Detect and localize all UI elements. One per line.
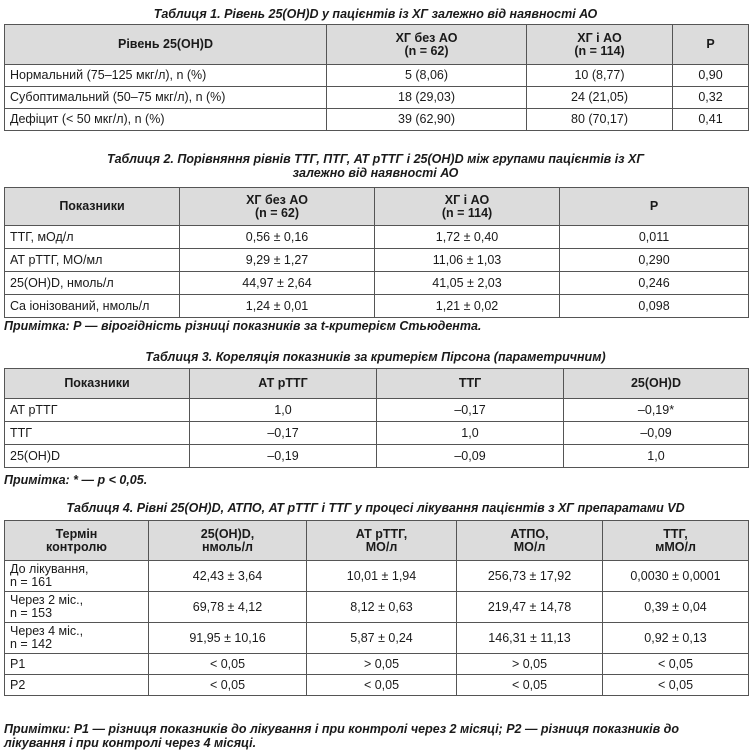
table1-header-cell: ХГ і АО (n = 114) — [527, 25, 673, 65]
table-cell: 0,56 ± 0,16 — [180, 226, 375, 249]
table-cell: 41,05 ± 2,03 — [375, 272, 560, 295]
table-cell: 44,97 ± 2,64 — [180, 272, 375, 295]
table-row — [5, 249, 749, 272]
table-row — [5, 675, 749, 696]
table2-header-cell: P — [560, 188, 749, 226]
table2-caption: Таблиця 2. Порівняння рівнів ТТГ, ПТГ, АТ рТТГ і 25(OH)D між групами пацієнтів із ХГ залежно від наявності АО — [106, 152, 645, 180]
table-cell: P2 — [5, 675, 149, 696]
table-cell: –0,19* — [564, 399, 749, 422]
table2-header-cell: ХГ без АО (n = 62) — [180, 188, 375, 226]
table-cell: 0,098 — [560, 295, 749, 318]
table-row — [5, 561, 749, 592]
table-cell: > 0,05 — [457, 654, 603, 675]
table2-header-cell: Показники — [5, 188, 180, 226]
table4-header-cell: ТТГ, мМО/л — [603, 521, 749, 561]
table-cell: 1,72 ± 0,40 — [375, 226, 560, 249]
table3-caption: Таблиця 3. Кореляція показників за критерієм Пірсона (параметричним) — [145, 350, 606, 364]
table-cell: 24 (21,05) — [527, 87, 673, 109]
table-row — [5, 399, 749, 422]
table4-header-cell: АТПО, МО/л — [457, 521, 603, 561]
table-cell: 1,0 — [377, 422, 564, 445]
table-cell: До лікування, n = 161 — [5, 561, 149, 592]
table-cell: < 0,05 — [603, 654, 749, 675]
table-cell: 0,32 — [673, 87, 749, 109]
table-cell: Через 4 міс., n = 142 — [5, 623, 149, 654]
table-cell: 0,90 — [673, 65, 749, 87]
table3 — [4, 368, 749, 468]
table-cell: P1 — [5, 654, 149, 675]
table-cell: –0,09 — [564, 422, 749, 445]
table-cell: 5 (8,06) — [327, 65, 527, 87]
table-cell: 18 (29,03) — [327, 87, 527, 109]
table-row — [5, 422, 749, 445]
table-cell: 69,78 ± 4,12 — [149, 592, 307, 623]
table4-caption: Таблиця 4. Рівні 25(OH)D, АТПО, АТ рТТГ і ТТГ у процесі лікування пацієнтів з ХГ препаратами VD — [66, 501, 685, 515]
table1-header-cell: ХГ без АО (n = 62) — [327, 25, 527, 65]
table-cell: 25(OH)D, нмоль/л — [5, 272, 180, 295]
table-cell: 219,47 ± 14,78 — [457, 592, 603, 623]
table3-header-cell: Показники — [5, 369, 190, 399]
table-cell: 91,95 ± 10,16 — [149, 623, 307, 654]
table-cell: 25(OH)D — [5, 445, 190, 468]
table-cell: 10 (8,77) — [527, 65, 673, 87]
table-cell: 1,0 — [190, 399, 377, 422]
table-cell: Дефіцит (< 50 мкг/л), n (%) — [5, 109, 327, 131]
table-cell: < 0,05 — [149, 654, 307, 675]
table-cell: 256,73 ± 17,92 — [457, 561, 603, 592]
table3-header-cell: АТ рТТГ — [190, 369, 377, 399]
table-cell: 39 (62,90) — [327, 109, 527, 131]
table-cell: > 0,05 — [307, 654, 457, 675]
table2-header-row — [5, 188, 749, 226]
table-cell: 10,01 ± 1,94 — [307, 561, 457, 592]
table-cell: 146,31 ± 11,13 — [457, 623, 603, 654]
table-cell: –0,17 — [377, 399, 564, 422]
table-cell: 1,21 ± 0,02 — [375, 295, 560, 318]
table-cell: 0,92 ± 0,13 — [603, 623, 749, 654]
table1-header-cell: P — [673, 25, 749, 65]
table2-note: Примітка: Р — вірогідність різниці показників за t-критерієм Стьюдента. — [4, 319, 482, 333]
table3-header-row — [5, 369, 749, 399]
table1-header-row — [5, 25, 749, 65]
table-cell: < 0,05 — [603, 675, 749, 696]
table4 — [4, 520, 749, 696]
table-row — [5, 109, 749, 131]
table-cell: < 0,05 — [457, 675, 603, 696]
table1-caption: Таблиця 1. Рівень 25(OH)D у пацієнтів із ХГ залежно від наявності АО — [153, 7, 598, 21]
table2-header-cell: ХГ і АО (n = 114) — [375, 188, 560, 226]
table-row — [5, 623, 749, 654]
table1 — [4, 24, 749, 131]
table2 — [4, 187, 749, 318]
table-cell: Через 2 міс., n = 153 — [5, 592, 149, 623]
table-cell: < 0,05 — [307, 675, 457, 696]
table-cell: 0,011 — [560, 226, 749, 249]
table-cell: 42,43 ± 3,64 — [149, 561, 307, 592]
table-cell: 0,0030 ± 0,0001 — [603, 561, 749, 592]
table3-header-cell: ТТГ — [377, 369, 564, 399]
table-cell: ТТГ — [5, 422, 190, 445]
table-cell: Ca іонізований, нмоль/л — [5, 295, 180, 318]
table4-header-cell: 25(OH)D, нмоль/л — [149, 521, 307, 561]
table-cell: 5,87 ± 0,24 — [307, 623, 457, 654]
table-cell: 0,290 — [560, 249, 749, 272]
table-cell: 0,39 ± 0,04 — [603, 592, 749, 623]
table4-header-row — [5, 521, 749, 561]
table4-header-cell: Термін контролю — [5, 521, 149, 561]
table-cell: 9,29 ± 1,27 — [180, 249, 375, 272]
table-row — [5, 592, 749, 623]
table4-note: Примітки: P1 — різниця показників до лікування і при контролі через 2 місяці; P2 — різниця показників до лікування і при контролі через 4 місяці. — [4, 722, 679, 750]
table-row — [5, 87, 749, 109]
table-cell: –0,17 — [190, 422, 377, 445]
table-cell: 1,24 ± 0,01 — [180, 295, 375, 318]
table-cell: 80 (70,17) — [527, 109, 673, 131]
table-cell: 0,41 — [673, 109, 749, 131]
table-row — [5, 295, 749, 318]
table-cell: АТ рТТГ, МО/мл — [5, 249, 180, 272]
table-row — [5, 272, 749, 295]
table1-header-cell: Рівень 25(OH)D — [5, 25, 327, 65]
table-row — [5, 654, 749, 675]
table3-note: Примітка: * — p < 0,05. — [4, 473, 148, 487]
table-cell: Субоптимальний (50–75 мкг/л), n (%) — [5, 87, 327, 109]
table-row — [5, 226, 749, 249]
table-cell: Нормальний (75–125 мкг/л), n (%) — [5, 65, 327, 87]
table3-header-cell: 25(OH)D — [564, 369, 749, 399]
table-cell: 1,0 — [564, 445, 749, 468]
table-cell: АТ рТТГ — [5, 399, 190, 422]
table-cell: ТТГ, мОд/л — [5, 226, 180, 249]
table-cell: < 0,05 — [149, 675, 307, 696]
table-cell: 0,246 — [560, 272, 749, 295]
table-cell: –0,19 — [190, 445, 377, 468]
table-cell: 11,06 ± 1,03 — [375, 249, 560, 272]
table-cell: –0,09 — [377, 445, 564, 468]
table4-header-cell: АТ рТТГ, МО/л — [307, 521, 457, 561]
table-row — [5, 445, 749, 468]
table-cell: 8,12 ± 0,63 — [307, 592, 457, 623]
table-row — [5, 65, 749, 87]
